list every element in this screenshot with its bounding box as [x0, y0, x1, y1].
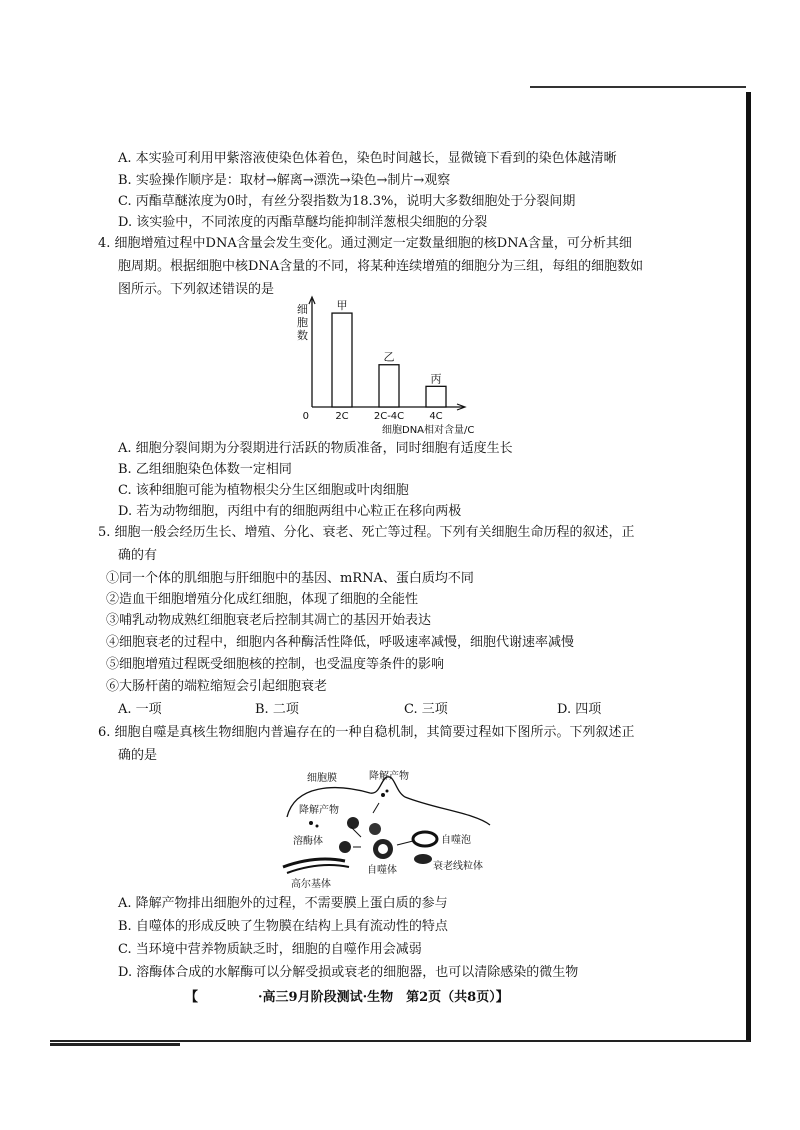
- bar-乙: [379, 365, 399, 407]
- label-golgi: 高尔基体: [291, 879, 331, 890]
- q5-choice-d: D. 四项: [557, 702, 602, 717]
- arrow-shaft: [397, 841, 413, 845]
- product-out-dot: [381, 793, 385, 797]
- q5-choice-c: C. 三项: [404, 702, 448, 717]
- chart-xlabel: 细胞DNA相对含量/C: [382, 425, 475, 436]
- autophagy-diagram: [265, 765, 505, 890]
- product-out-dot: [386, 790, 389, 793]
- q4-stem-line-1: 4. 细胞增殖过程中DNA含量会发生变化。通过测定一定数量细胞的核DNA含量，可分析其细: [98, 236, 632, 251]
- x-tick-label: 2C-4C: [373, 411, 405, 422]
- q5-choice-a: A. 一项: [118, 702, 162, 717]
- autophagic-vesicle-shape: [413, 832, 437, 846]
- lysosome-shape: [339, 841, 351, 853]
- chart-ylabel-char-3: 数: [297, 329, 308, 342]
- scan-edge-top: [530, 86, 746, 88]
- lysosome-shape: [347, 817, 359, 829]
- q3-option-c: C. 丙酯草醚浓度为0时，有丝分裂指数为18.3%，说明大多数细胞处于分裂间期: [118, 194, 576, 209]
- arrow-shaft: [351, 827, 361, 837]
- label-autophagosome: 自噬体: [367, 865, 397, 876]
- label-autophagic-vesicle: 自噬泡: [441, 835, 471, 846]
- q4-stem-line-3: 图所示。下列叙述错误的是: [118, 282, 275, 297]
- q4-option-d: D. 若为动物细胞，丙组中有的细胞两组中心粒正在移向两极: [118, 504, 462, 519]
- q4-stem-line-2: 胞周期。根据细胞中核DNA含量的不同，将某种连续增殖的细胞分为三组，每组的细胞数如: [118, 259, 644, 274]
- label-lysosome: 溶酶体: [293, 836, 323, 847]
- bar-甲: [332, 313, 352, 407]
- autophagosome-inner: [378, 844, 388, 854]
- arrow-shaft: [373, 803, 379, 813]
- q5-statement-4: ④细胞衰老的过程中，细胞内各种酶活性降低，呼吸速率减慢，细胞代谢速率减慢: [106, 635, 575, 650]
- q5-statement-5: ⑤细胞增殖过程既受细胞核的控制，也受温度等条件的影响: [106, 657, 445, 672]
- label-cell-membrane: 细胞膜: [307, 773, 337, 784]
- q6-stem-line-1: 6. 细胞自噬是真核生物细胞内普遍存在的一种自稳机制，其简要过程如下图所示。下列叙述正: [98, 725, 635, 740]
- q5-statement-1: ①同一个体的肌细胞与肝细胞中的基因、mRNA、蛋白质均不同: [106, 571, 474, 586]
- chart-ylabel-char-1: 细: [297, 303, 308, 316]
- mitochondrion-shape: [414, 854, 432, 864]
- label-mitochondrion: 衰老线粒体: [433, 861, 483, 872]
- q5-stem-line-2: 确的有: [118, 548, 158, 563]
- label-product-in: 降解产物: [299, 805, 339, 816]
- q5-statement-2: ②造血干细胞增殖分化成红细胞，体现了细胞的全能性: [106, 592, 419, 607]
- product-in-dot: [316, 825, 319, 828]
- q5-choice-b: B. 二项: [255, 702, 299, 717]
- q6-option-b: B. 自噬体的形成反映了生物膜在结构上具有流动性的特点: [118, 919, 448, 934]
- footer-bracket: 【: [185, 990, 199, 1005]
- bar-group-label: 甲: [336, 299, 348, 313]
- product-in-dot: [309, 821, 313, 825]
- q5-statement-6: ⑥大肠杆菌的端粒缩短会引起细胞衰老: [106, 679, 328, 694]
- q4-option-b: B. 乙组细胞染色体数一定相同: [118, 462, 292, 477]
- chart-origin-label: 0: [302, 411, 309, 422]
- q5-stem-line-1: 5. 细胞一般会经历生长、增殖、分化、衰老、死亡等过程。下列有关细胞生命历程的叙述，正: [98, 525, 635, 540]
- golgi-shape: [287, 865, 349, 873]
- q3-option-a: A. 本实验可利用甲紫溶液使染色体着色，染色时间越长，显微镜下看到的染色体越清晰: [118, 151, 617, 166]
- q5-choices: [0, 701, 800, 719]
- q6-stem-line-2: 确的是: [118, 748, 158, 763]
- q3-option-d: D. 该实验中，不同浓度的丙酯草醚均能抑制洋葱根尖细胞的分裂: [118, 215, 488, 230]
- x-tick-label: 2C: [335, 411, 349, 422]
- footer-page-info: ·高三9月阶段测试·生物 第2页（共8页）】: [258, 990, 509, 1005]
- q4-option-a: A. 细胞分裂间期为分裂期进行活跃的物质准备，同时细胞有适度生长: [118, 441, 513, 456]
- q6-option-c: C. 当环境中营养物质缺乏时，细胞的自噬作用会减弱: [118, 942, 422, 957]
- q3-option-b: B. 实验操作顺序是：取材→解离→漂洗→染色→制片→观察: [118, 173, 451, 188]
- q6-option-a: A. 降解产物排出细胞外的过程，不需要膜上蛋白质的参与: [118, 896, 448, 911]
- bar-丙: [426, 386, 446, 407]
- bar-group-label: 丙: [430, 372, 442, 386]
- scan-edge-bottom: [50, 1040, 750, 1042]
- bar-group-label: 乙: [383, 350, 395, 364]
- dna-content-bar-chart: [290, 295, 490, 440]
- chart-ylabel-char-2: 胞: [297, 316, 308, 329]
- scan-edge-bottom-thick: [50, 1043, 180, 1046]
- q6-option-d: D. 溶酶体合成的水解酶可以分解受损或衰老的细胞器，也可以清除感染的微生物: [118, 965, 579, 980]
- x-tick-label: 4C: [429, 411, 443, 422]
- cell-membrane-shape: [287, 777, 490, 825]
- label-product-out: 降解产物: [369, 771, 409, 782]
- q4-option-c: C. 该种细胞可能为植物根尖分生区细胞或叶肉细胞: [118, 483, 409, 498]
- scan-edge-right: [746, 92, 751, 1042]
- autophagosome-shape: [369, 823, 381, 835]
- q5-statement-3: ③哺乳动物成熟红细胞衰老后控制其凋亡的基因开始表达: [106, 613, 432, 628]
